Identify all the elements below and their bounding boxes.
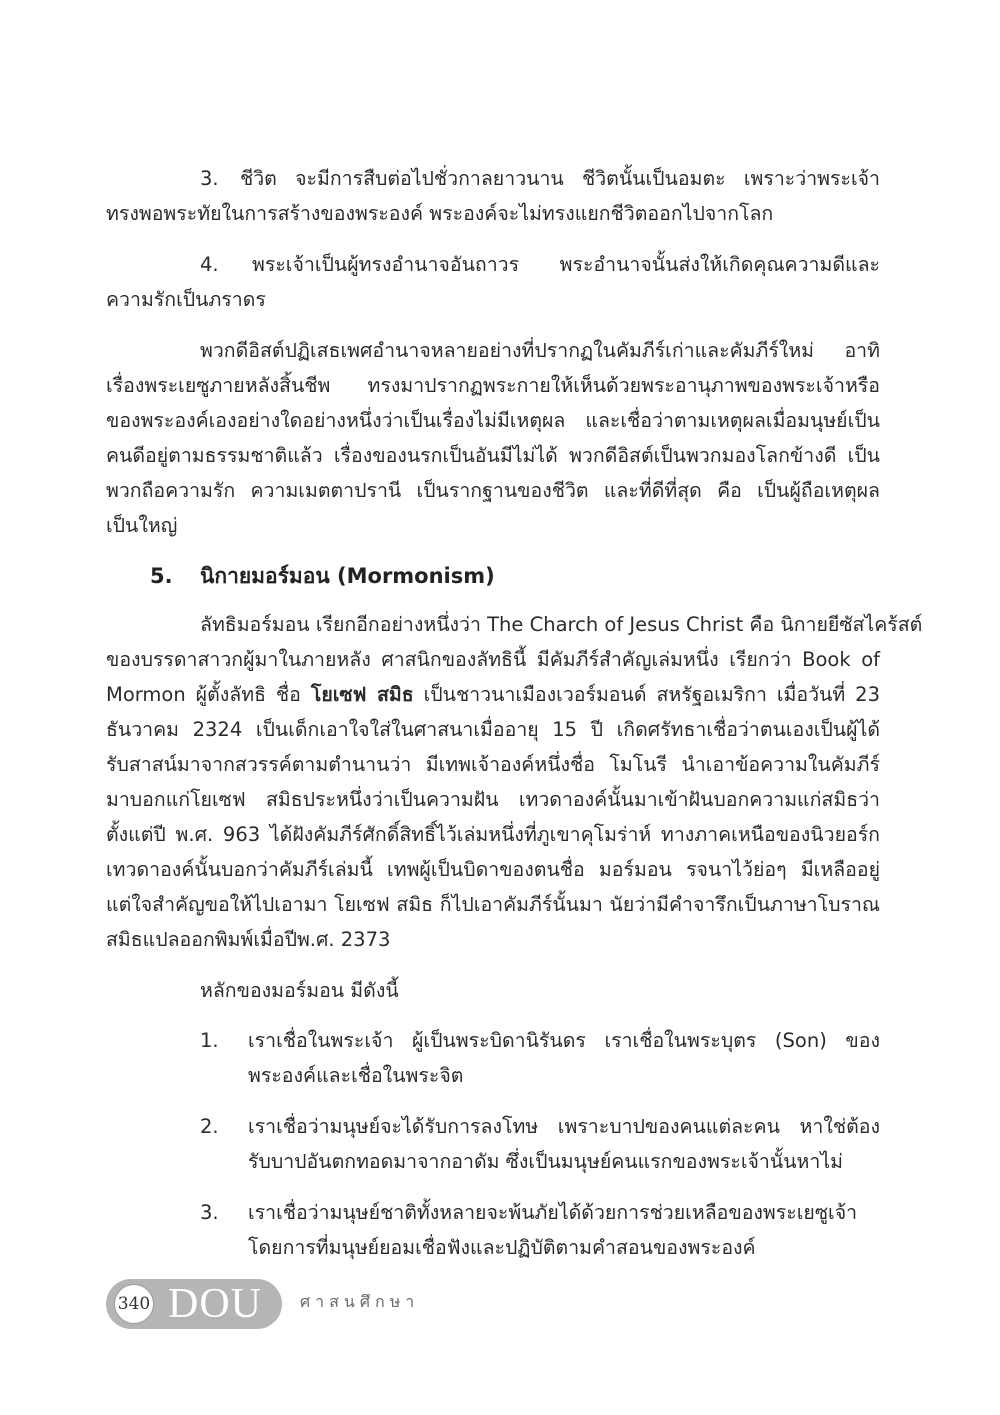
list-item-line: พระองค์และเชื่อในพระจิต [248,1064,464,1087]
page-number: 340 [117,1294,151,1314]
section-title: นิกายมอร์มอน (Mormonism) [200,564,495,588]
paragraph-text: เป็นชาวนาเมืองเวอร์มอนด์ สหรัฐอเมริกา เมื่อวันที่ 23 [413,683,880,706]
list-item-number: 2. [200,1115,219,1138]
item-number: 4. [200,253,219,276]
paragraph-line: ความรักเป็นภราดร [106,288,266,311]
paragraph-line: เป็นใหญ่ [106,514,178,537]
list-item-line: เราเชื่อในพระเจ้า ผู้เป็นพระบิดานิรันดร เราเชื่อในพระบุตร (Son) ของ [248,1029,880,1052]
list-item-line: รับบาปอันตกทอดมาจากอาดัม ซึ่งเป็นมนุษย์คนแรกของพระเจ้านั้นหาไม่ [248,1150,844,1173]
paragraph-line: เทวดาองค์นั้นบอกว่าคัมภีร์เล่มนี้ เทพผู้เป็นบิดาของตนชื่อ มอร์มอน รจนาไว้ย่อๆ มีเหลืออยู่ [106,858,880,881]
paragraph-line: ตั้งแต่ปี พ.ศ. 963 ได้ฝังคัมภีร์ศักดิ์สิทธิ์ไว้เล่มหนึ่งที่ภูเขาคุโมร่าห์ ทางภาคเหนือของนิวยอร์ก [106,823,880,846]
paragraph-line: พวกถือความรัก ความเมตตาปรานี เป็นรากฐานของชีวิต และที่ดีที่สุด คือ เป็นผู้ถือเหตุผล [106,479,880,502]
list-item-line: เราเชื่อว่ามนุษย์จะได้รับการลงโทษ เพราะบาปของคนแต่ละคน หาใช่ต้อง [248,1115,880,1138]
paragraph-line [106,682,880,708]
item-number: 3. [200,167,219,190]
list-intro: หลักของมอร์มอน มีดังนี้ [200,979,399,1002]
paragraph-line: แต่ใจสำคัญขอให้ไปเอามา โยเซฟ สมิธ ก็ไปเอาคัมภีร์นั้นมา นัยว่ามีคำจารึกเป็นภาษาโบราณ [106,893,880,916]
paragraph-line: ชีวิต จะมีการสืบต่อไปชั่วกาลยาวนาน ชีวิตนั้นเป็นอมตะ เพราะว่าพระเจ้า [240,167,880,190]
course-subject: ศาสนศึกษา [300,1292,420,1311]
brand-logo: DOU [168,1281,262,1327]
founder-name: โยเซฟ สมิธ [310,683,414,706]
paragraph-line: เรื่องพระเยซูภายหลังสิ้นชีพ ทรงมาปรากฏพระกายให้เห็นด้วยพระอานุภาพของพระเจ้าหรือ [106,374,880,397]
paragraph-line: พวกดีอิสต์ปฏิเสธเพศอำนาจหลายอย่างที่ปรากฏในคัมภีร์เก่าและคัมภีร์ใหม่ อาทิ [200,339,880,362]
paragraph-line: ทรงพอพระทัยในการสร้างของพระองค์ พระองค์จะไม่ทรงแยกชีวิตออกไปจากโลก [106,202,774,225]
paragraph-line: ของพระองค์เองอย่างใดอย่างหนึ่งว่าเป็นเรื่องไม่มีเหตุผล และเชื่อว่าตามเหตุผลเมื่อมนุษย์เป็น [106,409,880,432]
paragraph-line: รับสาสน์มาจากสวรรค์ตามตำนานว่า มีเทพเจ้าองค์หนึ่งชื่อ โมโนรี นำเอาข้อความในคัมภีร์ [106,753,880,776]
paragraph-line: คนดีอยู่ตามธรรมชาติแล้ว เรื่องของนรกเป็นอันมีไม่ได้ พวกดีอิสต์เป็นพวกมองโลกข้างดี เป็น [106,444,880,467]
paragraph-line: สมิธแปลออกพิมพ์เมื่อปีพ.ศ. 2373 [106,928,391,951]
section-number: 5. [150,564,173,588]
list-item-number: 1. [200,1029,219,1052]
paragraph-text: Mormon ผู้ตั้งลัทธิ ชื่อ [106,683,311,706]
list-item-line: โดยการที่มนุษย์ยอมเชื่อฟังและปฏิบัติตามคำสอนของพระองค์ [248,1236,756,1259]
list-item-line: เราเชื่อว่ามนุษย์ชาติทั้งหลายจะพ้นภัยได้ด้วยการช่วยเหลือของพระเยซูเจ้า [248,1201,858,1224]
paragraph-line: พระเจ้าเป็นผู้ทรงอำนาจอันถาวร พระอำนาจนั้นส่งให้เกิดคุณความดีและ [252,253,880,276]
paragraph-line: ลัทธิมอร์มอน เรียกอีกอย่างหนึ่งว่า The Charch of Jesus Christ คือ นิกายยีซัสไคร้สต์ [200,613,923,636]
list-item-number: 3. [200,1201,219,1224]
paragraph-line: ของบรรดาสาวกผู้มาในภายหลัง ศาสนิกของลัทธินี้ มีคัมภีร์สำคัญเล่มหนึ่ง เรียกว่า Book of [106,648,880,671]
paragraph-line: มาบอกแก่โยเซฟ สมิธประหนึ่งว่าเป็นความฝัน เทวดาองค์นั้นมาเข้าฝันบอกความแก่สมิธว่า [106,788,880,811]
paragraph-line: ธันวาคม 2324 เป็นเด็กเอาใจใส่ในศาสนาเมื่ออายุ 15 ปี เกิดศรัทธาเชื่อว่าตนเองเป็นผู้ได้ [106,718,880,741]
